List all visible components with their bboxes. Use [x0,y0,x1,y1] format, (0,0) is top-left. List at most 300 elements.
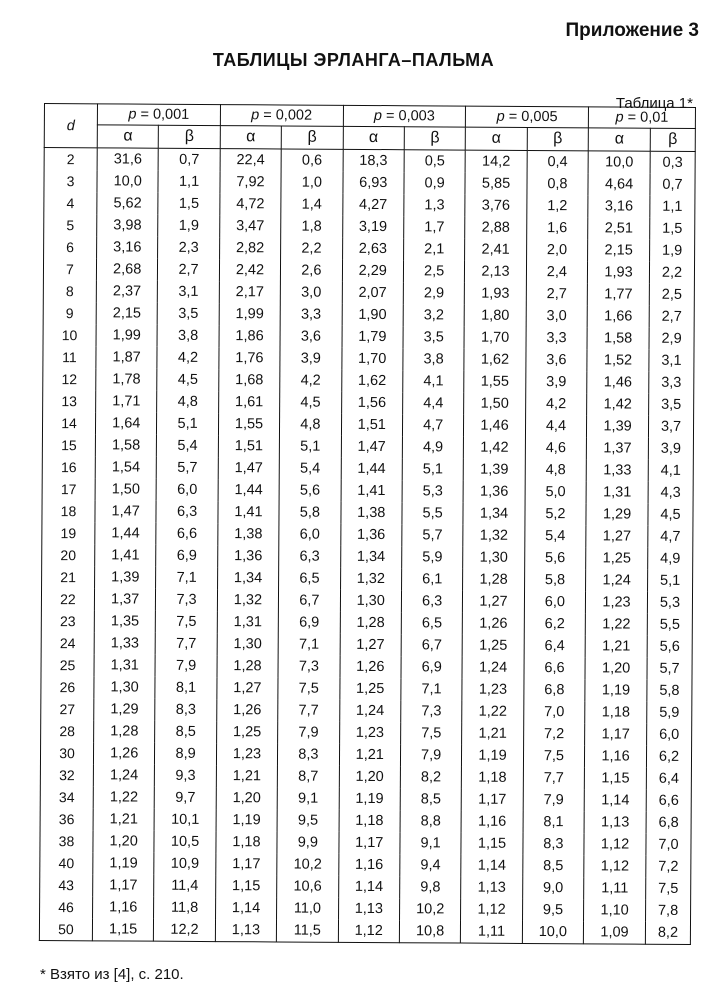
beta-value-cell: 7,9 [523,789,585,811]
alpha-value-cell: 1,09 [583,921,645,944]
alpha-value-cell: 1,20 [93,830,155,852]
beta-value-cell: 8,1 [155,677,217,699]
p-value: = 0,01 [627,109,669,126]
beta-value-cell: 4,8 [280,413,342,435]
alpha-value-cell: 2,29 [342,260,404,282]
d-value-cell: 11 [43,346,96,368]
alpha-value-cell: 1,11 [584,877,646,899]
beta-header: β [527,127,589,150]
beta-value-cell: 4,8 [525,459,587,481]
alpha-value-cell: 1,16 [338,854,400,876]
p-variable: p [496,108,505,125]
alpha-value-cell: 4,72 [220,193,282,215]
beta-value-cell: 7,2 [646,856,691,878]
beta-value-cell: 6,2 [524,613,586,635]
alpha-value-cell: 1,56 [341,392,403,414]
alpha-value-cell: 1,22 [585,613,647,635]
beta-value-cell: 9,3 [155,765,217,787]
beta-value-cell: 7,1 [278,633,340,655]
table-number: Таблица 1* [615,95,693,112]
beta-value-cell: 3,2 [403,304,465,326]
alpha-value-cell: 1,61 [218,391,280,413]
beta-value-cell: 10,2 [399,898,461,920]
beta-value-cell: 5,1 [648,570,693,592]
alpha-value-cell: 1,37 [94,588,156,610]
d-value-cell: 19 [42,522,95,544]
beta-value-cell: 8,3 [278,743,340,765]
alpha-value-cell: 1,41 [95,544,157,566]
alpha-value-cell: 1,42 [464,437,526,459]
beta-value-cell: 4,1 [648,460,693,482]
alpha-value-cell: 1,17 [338,832,400,854]
beta-value-cell: 8,3 [523,833,585,855]
alpha-value-cell: 1,13 [584,811,646,833]
alpha-value-cell: 1,17 [216,853,278,875]
beta-value-cell: 2,5 [649,284,694,306]
beta-value-cell: 0,8 [527,173,589,195]
d-value-cell: 28 [41,720,94,742]
beta-value-cell: 3,0 [280,281,342,303]
alpha-value-cell: 1,28 [217,655,279,677]
alpha-value-cell: 1,16 [93,896,155,918]
table-row [39,918,690,944]
beta-value-cell: 7,7 [523,767,585,789]
alpha-value-cell: 1,30 [340,590,402,612]
alpha-value-cell: 1,86 [219,325,281,347]
beta-header: β [159,125,221,148]
beta-value-cell: 4,1 [403,370,465,392]
beta-value-cell: 10,5 [154,831,216,853]
d-value-cell: 20 [42,544,95,566]
alpha-value-cell: 1,12 [338,920,400,943]
beta-value-cell: 6,9 [278,611,340,633]
beta-value-cell: 1,9 [158,215,220,237]
alpha-value-cell: 2,15 [588,239,650,261]
beta-value-cell: 5,3 [402,480,464,502]
footnote: * Взято из [4], с. 210. [40,966,184,983]
alpha-value-cell: 1,25 [339,678,401,700]
beta-value-cell: 6,6 [646,790,691,812]
alpha-value-cell: 1,15 [92,918,154,941]
beta-value-cell: 9,8 [400,876,462,898]
beta-value-cell: 3,6 [280,325,342,347]
alpha-value-cell: 1,26 [463,613,525,635]
beta-value-cell: 10,0 [522,921,584,944]
beta-value-cell: 8,1 [523,811,585,833]
beta-value-cell: 3,3 [649,372,694,394]
alpha-value-cell: 1,42 [587,393,649,415]
alpha-value-cell: 3,16 [588,195,650,217]
d-value-cell: 2 [44,148,97,171]
beta-value-cell: 3,8 [403,348,465,370]
beta-value-cell: 7,9 [400,744,462,766]
beta-value-cell: 5,5 [402,502,464,524]
alpha-value-cell: 1,21 [216,765,278,787]
beta-value-cell: 1,5 [650,218,695,240]
alpha-value-cell: 1,18 [462,767,524,789]
alpha-value-cell: 1,38 [218,523,280,545]
alpha-value-cell: 1,32 [340,568,402,590]
beta-value-cell: 1,6 [526,217,588,239]
alpha-value-cell: 1,44 [95,522,157,544]
alpha-value-cell: 1,19 [585,679,647,701]
d-value-cell: 18 [42,500,95,522]
alpha-value-cell: 1,12 [584,833,646,855]
alpha-value-cell: 18,3 [343,149,405,172]
alpha-value-cell: 1,46 [587,371,649,393]
beta-header: β [404,127,466,150]
alpha-value-cell: 1,15 [584,767,646,789]
beta-value-cell: 5,1 [402,458,464,480]
p-group-header [466,106,589,128]
alpha-value-cell: 1,14 [461,855,523,877]
beta-value-cell: 1,1 [158,171,220,193]
beta-value-cell: 4,2 [157,347,219,369]
beta-value-cell: 5,9 [402,546,464,568]
beta-value-cell: 0,7 [650,174,695,196]
beta-value-cell: 0,6 [281,149,343,172]
beta-value-cell: 8,2 [645,922,690,945]
p-value: = 0,001 [140,106,190,123]
alpha-value-cell: 3,76 [465,195,527,217]
alpha-value-cell: 1,34 [463,503,525,525]
beta-value-cell: 7,9 [278,721,340,743]
alpha-value-cell: 1,68 [219,369,281,391]
alpha-value-cell: 2,63 [342,238,404,260]
beta-value-cell: 6,8 [646,812,691,834]
beta-value-cell: 8,3 [155,699,217,721]
alpha-value-cell: 1,14 [584,789,646,811]
alpha-value-cell: 1,21 [93,808,155,830]
alpha-value-cell: 1,19 [216,809,278,831]
alpha-value-cell: 1,93 [465,283,527,305]
alpha-value-cell: 1,62 [341,370,403,392]
alpha-value-cell: 1,17 [462,789,524,811]
beta-value-cell: 11,4 [154,875,216,897]
beta-value-cell: 3,0 [526,305,588,327]
alpha-header: α [97,125,159,148]
d-value-cell: 14 [42,412,95,434]
alpha-header: α [343,126,405,149]
alpha-value-cell: 1,16 [461,811,523,833]
beta-value-cell: 3,1 [158,281,220,303]
d-value-cell: 8 [43,280,96,302]
alpha-value-cell: 1,31 [94,654,156,676]
alpha-value-cell: 1,12 [584,855,646,877]
beta-value-cell: 6,3 [401,590,463,612]
beta-value-cell: 9,7 [155,787,217,809]
beta-value-cell: 10,2 [277,853,339,875]
beta-value-cell: 0,9 [404,172,466,194]
alpha-value-cell: 1,13 [215,919,277,942]
beta-value-cell: 5,8 [279,501,341,523]
alpha-value-cell: 2,42 [219,259,281,281]
page-title: ТАБЛИЦЫ ЭРЛАНГА–ПАЛЬМА [212,50,495,70]
d-value-cell: 16 [42,456,95,478]
alpha-value-cell: 1,41 [218,501,280,523]
beta-value-cell: 9,0 [522,877,584,899]
table-wrapper [39,103,696,945]
beta-value-cell: 1,0 [281,171,343,193]
beta-value-cell: 6,5 [401,612,463,634]
beta-value-cell: 4,5 [157,369,219,391]
alpha-value-cell: 1,17 [585,723,647,745]
alpha-value-cell: 4,27 [342,194,404,216]
beta-value-cell: 2,3 [158,237,220,259]
beta-value-cell: 7,8 [646,900,691,922]
d-value-cell: 25 [41,654,94,676]
beta-value-cell: 6,1 [401,568,463,590]
beta-value-cell: 3,3 [280,303,342,325]
alpha-value-cell: 1,32 [217,589,279,611]
beta-value-cell: 4,4 [525,415,587,437]
alpha-value-cell: 1,26 [93,742,155,764]
beta-value-cell: 7,0 [646,834,691,856]
p-variable: p [251,107,260,124]
beta-value-cell: 6,2 [646,746,691,768]
alpha-value-cell: 1,24 [93,764,155,786]
beta-value-cell: 3,5 [649,394,694,416]
beta-value-cell: 5,4 [279,457,341,479]
beta-value-cell: 5,1 [157,413,219,435]
alpha-value-cell: 1,87 [96,346,158,368]
beta-value-cell: 6,3 [156,501,218,523]
beta-value-cell: 10,8 [399,920,461,943]
alpha-value-cell: 1,25 [462,635,524,657]
beta-value-cell: 10,1 [154,809,216,831]
beta-value-cell: 6,9 [401,656,463,678]
p-variable: p [373,108,383,125]
alpha-value-cell: 1,21 [462,723,524,745]
alpha-header: α [220,126,282,149]
beta-value-cell: 2,2 [649,262,694,284]
beta-value-cell: 4,8 [157,391,219,413]
alpha-value-cell: 1,78 [96,368,158,390]
alpha-value-cell: 1,55 [218,413,280,435]
beta-value-cell: 2,9 [403,282,465,304]
beta-value-cell: 4,9 [648,548,693,570]
beta-value-cell: 1,2 [527,195,589,217]
alpha-header: α [588,128,650,151]
alpha-value-cell: 6,93 [343,172,405,194]
beta-value-cell: 1,3 [404,194,466,216]
alpha-value-cell: 1,31 [586,481,648,503]
alpha-value-cell: 2,41 [465,239,527,261]
alpha-value-cell: 1,54 [95,456,157,478]
beta-value-cell: 0,5 [404,150,466,173]
alpha-value-cell: 1,62 [464,349,526,371]
alpha-value-cell: 1,15 [461,833,523,855]
alpha-value-cell: 1,20 [585,657,647,679]
alpha-value-cell: 1,24 [586,569,648,591]
beta-value-cell: 2,4 [526,261,588,283]
d-value-cell: 26 [41,676,94,698]
beta-value-cell: 1,7 [404,216,466,238]
alpha-value-cell: 3,16 [97,236,159,258]
alpha-value-cell: 1,30 [94,676,156,698]
p-group-header [343,105,466,127]
alpha-value-cell: 7,92 [220,171,282,193]
beta-value-cell: 9,1 [400,832,462,854]
alpha-value-cell: 1,22 [462,701,524,723]
p-group-header [97,104,220,126]
beta-value-cell: 2,9 [649,328,694,350]
d-value-cell: 24 [41,632,94,654]
d-value-cell: 6 [44,236,97,258]
beta-value-cell: 5,1 [280,435,342,457]
beta-value-cell: 5,9 [647,702,692,724]
d-value-cell: 23 [41,610,94,632]
alpha-value-cell: 1,29 [586,503,648,525]
d-value-cell: 21 [42,566,95,588]
alpha-value-cell: 1,27 [463,591,525,613]
p-variable: p [615,109,624,126]
alpha-value-cell: 1,19 [339,788,401,810]
beta-value-cell: 1,1 [650,196,695,218]
beta-value-cell: 0,4 [527,150,589,173]
beta-value-cell: 7,1 [401,678,463,700]
alpha-value-cell: 1,15 [215,875,277,897]
alpha-value-cell: 1,44 [341,458,403,480]
beta-value-cell: 11,5 [277,919,339,942]
alpha-value-cell: 1,21 [585,635,647,657]
beta-value-cell: 5,2 [525,503,587,525]
beta-value-cell: 6,0 [647,724,692,746]
d-value-cell: 36 [40,808,93,830]
alpha-value-cell: 1,22 [93,786,155,808]
beta-value-cell: 8,5 [155,721,217,743]
beta-value-cell: 7,0 [523,701,585,723]
beta-value-cell: 5,6 [647,636,692,658]
d-value-cell: 32 [40,764,93,786]
p-group-header [220,105,343,127]
alpha-value-cell: 1,30 [217,633,279,655]
alpha-value-cell: 1,10 [584,899,646,921]
alpha-value-cell: 1,18 [339,810,401,832]
alpha-value-cell: 10,0 [588,151,650,174]
beta-value-cell: 11,0 [277,897,339,919]
d-value-cell: 7 [43,258,96,280]
alpha-value-cell: 1,64 [95,412,157,434]
d-column-header: d [44,104,97,148]
beta-value-cell: 7,5 [278,677,340,699]
alpha-value-cell: 1,23 [339,722,401,744]
beta-value-cell: 3,7 [649,416,694,438]
beta-value-cell: 9,5 [277,809,339,831]
p-variable: p [128,106,137,123]
alpha-value-cell: 1,32 [463,525,525,547]
alpha-value-cell: 1,46 [464,415,526,437]
beta-value-cell: 7,7 [278,699,340,721]
alpha-value-cell: 1,26 [217,699,279,721]
alpha-value-cell: 2,51 [588,217,650,239]
beta-value-cell: 3,5 [158,303,220,325]
d-value-cell: 12 [43,368,96,390]
alpha-value-cell: 1,51 [341,414,403,436]
alpha-value-cell: 1,20 [339,766,401,788]
alpha-value-cell: 1,21 [339,744,401,766]
beta-value-cell: 1,9 [650,240,695,262]
alpha-value-cell: 1,11 [461,921,523,944]
beta-value-cell: 5,4 [525,525,587,547]
alpha-value-cell: 1,31 [217,611,279,633]
beta-value-cell: 8,5 [523,855,585,877]
alpha-value-cell: 1,58 [95,434,157,456]
beta-value-cell: 6,4 [524,635,586,657]
beta-value-cell: 0,7 [158,148,220,171]
beta-value-cell: 6,0 [524,591,586,613]
d-value-cell: 34 [40,786,93,808]
alpha-value-cell: 3,98 [97,214,159,236]
beta-value-cell: 2,1 [403,238,465,260]
alpha-value-cell: 1,39 [464,459,526,481]
alpha-value-cell: 1,47 [341,436,403,458]
p-value: = 0,003 [385,108,435,125]
beta-value-cell: 5,0 [525,481,587,503]
beta-header: β [650,128,695,151]
alpha-value-cell: 22,4 [220,149,282,172]
alpha-value-cell: 1,37 [586,437,648,459]
beta-value-cell: 2,6 [281,259,343,281]
alpha-value-cell: 1,27 [217,677,279,699]
beta-value-cell: 3,9 [280,347,342,369]
d-value-cell: 46 [40,896,93,918]
alpha-value-cell: 1,76 [219,347,281,369]
alpha-value-cell: 1,14 [338,876,400,898]
beta-value-cell: 6,4 [646,768,691,790]
beta-value-cell: 4,5 [648,504,693,526]
beta-value-cell: 5,5 [647,614,692,636]
alpha-value-cell: 1,70 [341,348,403,370]
beta-value-cell: 3,5 [403,326,465,348]
alpha-value-cell: 1,34 [217,567,279,589]
beta-value-cell: 7,3 [278,655,340,677]
alpha-value-cell: 1,79 [342,326,404,348]
beta-value-cell: 5,8 [647,680,692,702]
beta-value-cell: 4,2 [280,369,342,391]
alpha-value-cell: 1,23 [462,679,524,701]
alpha-value-cell: 1,33 [94,632,156,654]
alpha-value-cell: 1,71 [96,390,158,412]
alpha-value-cell: 1,16 [585,745,647,767]
beta-header: β [281,126,343,149]
alpha-value-cell: 31,6 [97,148,159,171]
alpha-value-cell: 1,25 [216,721,278,743]
d-value-cell: 9 [43,302,96,324]
beta-value-cell: 11,8 [154,897,216,919]
beta-value-cell: 10,6 [277,875,339,897]
beta-value-cell: 7,5 [646,878,691,900]
beta-value-cell: 3,9 [648,438,693,460]
alpha-value-cell: 1,13 [338,898,400,920]
beta-value-cell: 4,3 [648,482,693,504]
beta-value-cell: 7,5 [401,722,463,744]
appendix-label: Приложение 3 [565,20,699,41]
alpha-value-cell: 1,80 [464,305,526,327]
beta-value-cell: 6,7 [279,589,341,611]
alpha-value-cell: 2,17 [219,281,281,303]
table-body [39,148,695,945]
alpha-value-cell: 4,64 [588,173,650,195]
alpha-value-cell: 1,55 [464,371,526,393]
beta-value-cell: 6,8 [524,679,586,701]
beta-value-cell: 5,7 [157,457,219,479]
alpha-value-cell: 1,38 [340,502,402,524]
alpha-value-cell: 2,68 [96,258,158,280]
beta-value-cell: 2,7 [526,283,588,305]
alpha-value-cell: 1,77 [587,283,649,305]
alpha-value-cell: 1,70 [464,327,526,349]
